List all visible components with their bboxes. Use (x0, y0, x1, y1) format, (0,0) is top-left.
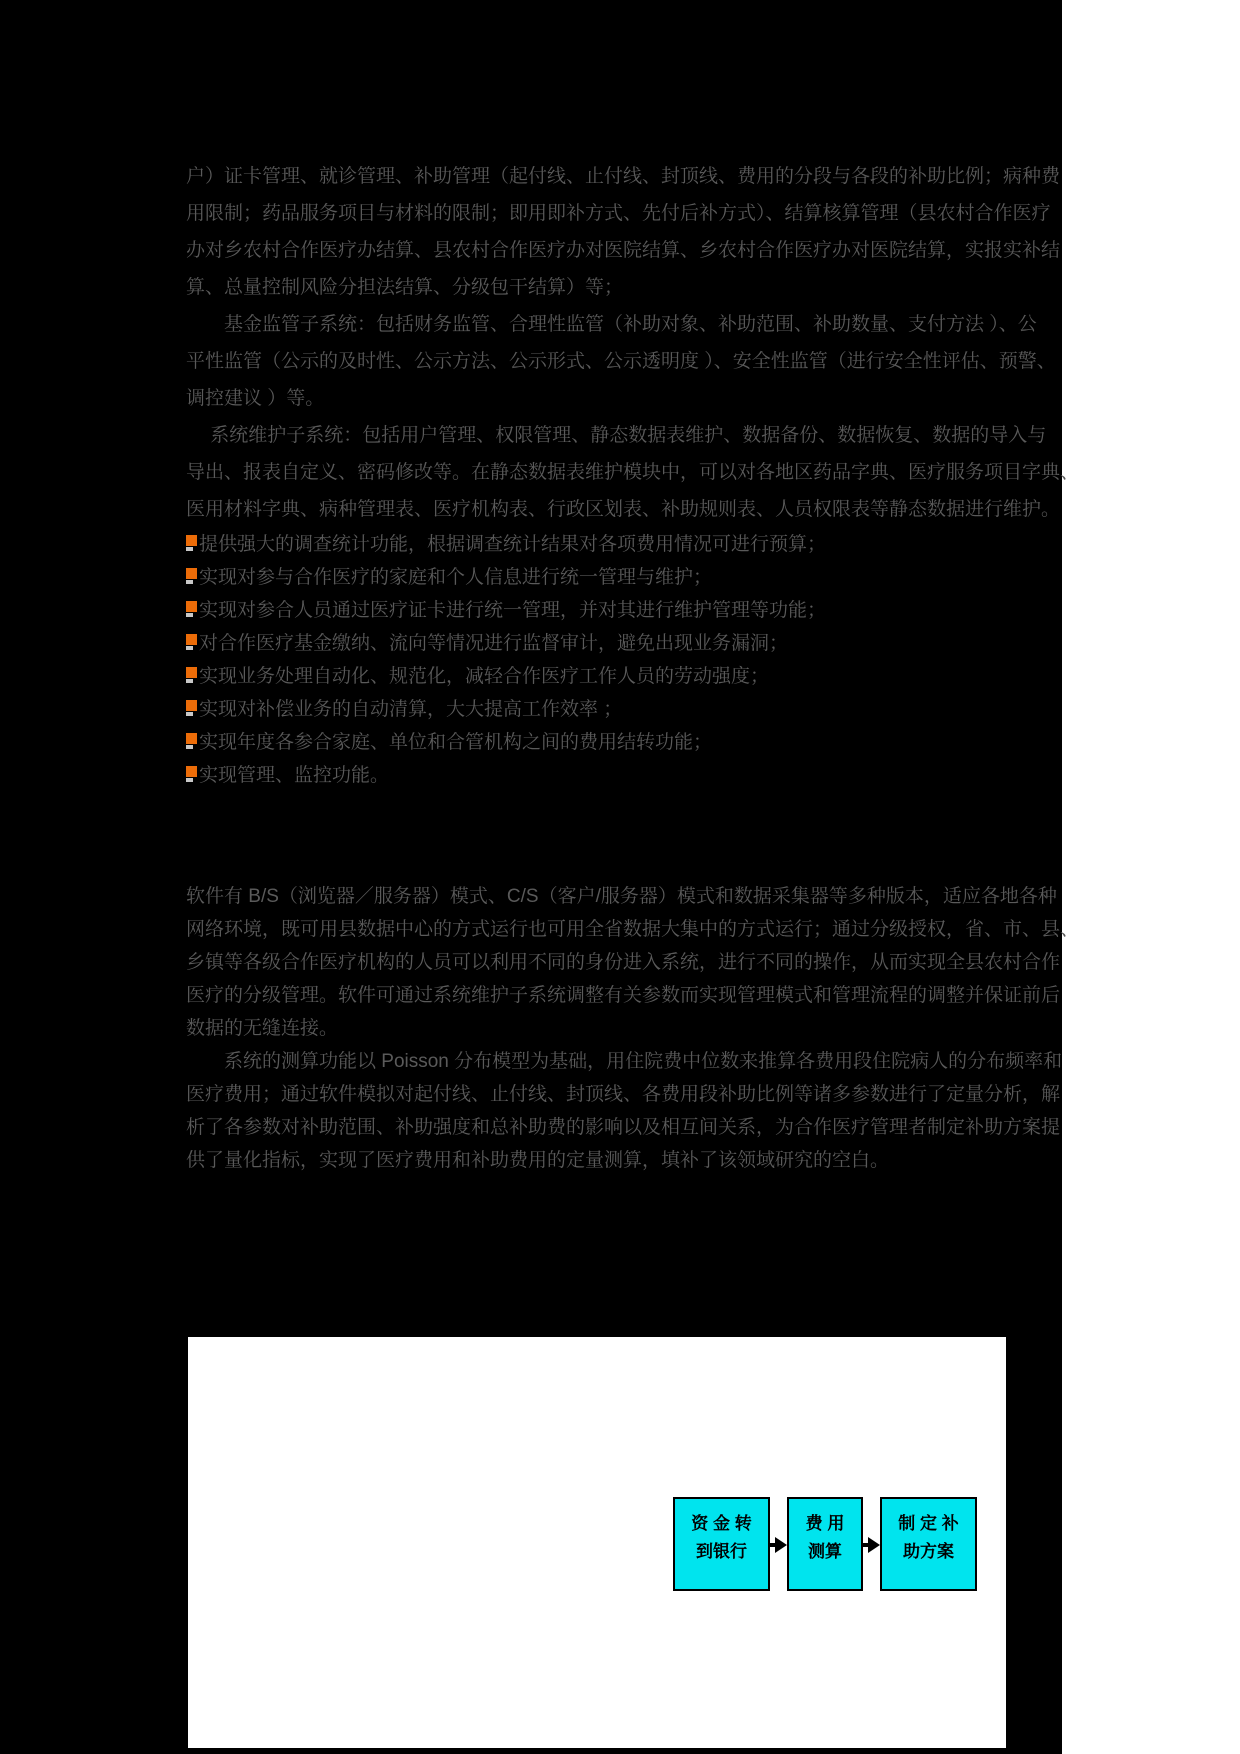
text-line: 算、总量控制风险分担法结算、分级包干结算）等； (186, 277, 624, 298)
text-line: 医用材料字典、病种管理表、医疗机构表、行政区划表、补助规则表、人员权限表等静态数据进行维护。 (186, 499, 1061, 520)
bullet-text: 提供强大的调查统计功能，根据调查统计结果对各项费用情况可进行预算； (199, 534, 827, 555)
bullet-square-icon (186, 634, 197, 650)
text-line: 析了各参数对补助范围、补助强度和总补助费的影响以及相互间关系，为合作医疗管理者制定补助方案提 (186, 1117, 1061, 1138)
figure-frame (186, 1335, 1008, 1750)
text-line: 乡镇等各级合作医疗机构的人员可以利用不同的身份进入系统，进行不同的操作，从而实现全县农村合作 (186, 952, 1061, 973)
paragraph (186, 417, 1080, 528)
bullet-text: 实现对参与合作医疗的家庭和个人信息进行统一管理与维护； (199, 567, 713, 588)
flow-box-line: 测算 (808, 1542, 842, 1561)
bullet-square-icon (186, 667, 197, 683)
text-line: 供了量化指标，实现了医疗费用和补助费用的定量测算，填补了该领域研究的空白。 (186, 1150, 890, 1171)
text-line: 调控建议 ）等。 (186, 388, 325, 409)
text-line: 系统的测算功能以 Poisson 分布模型为基础，用住院费中位数来推算各费用段住院病人的分布频率和 (186, 1051, 1063, 1072)
bullet-item (186, 592, 1068, 625)
bullet-item (186, 526, 1068, 559)
bullet-text: 对合作医疗基金缴纳、流向等情况进行监督审计，避免出现业务漏洞； (199, 633, 789, 654)
text-line: 系统维护子系统：包括用户管理、权限管理、静态数据表维护、数据备份、数据恢复、数据的导入与 (186, 425, 1047, 446)
paragraph (186, 880, 1080, 1045)
bullet-text: 实现对参合人员通过医疗证卡进行统一管理，并对其进行维护管理等功能； (199, 600, 827, 621)
flow-box-line: 费 用 (805, 1514, 845, 1533)
top-text-block (186, 158, 1080, 528)
paragraph (186, 306, 1068, 417)
feature-bullet-list (186, 526, 1068, 790)
bullet-square-icon (186, 535, 197, 551)
text-line: 医疗的分级管理。软件可通过系统维护子系统调整有关参数而实现管理模式和管理流程的调整并保证前后 (186, 985, 1061, 1006)
text-line: 导出、报表自定义、密码修改等。在静态数据表维护模块中，可以对各地区药品字典、医疗服务项目字典、 (186, 462, 1080, 483)
bullet-square-icon (186, 700, 197, 716)
flow-box-make-subsidy-plan (880, 1497, 977, 1591)
right-arrow-icon (862, 1537, 880, 1553)
text-line: 户）证卡管理、就诊管理、补助管理（起付线、止付线、封顶线、费用的分段与各段的补助比例；病种费 (186, 166, 1061, 187)
right-arrow-icon (769, 1537, 787, 1553)
text-line: 办对乡农村合作医疗办结算、县农村合作医疗办对医院结算、乡农村合作医疗办对医院结算，实报实补结 (186, 240, 1061, 261)
bullet-item (186, 691, 1068, 724)
bullet-item (186, 559, 1068, 592)
bullet-item (186, 625, 1068, 658)
flow-box-funds-to-bank (673, 1497, 770, 1591)
text-line: 软件有 B/S（浏览器／服务器）模式、C/S（客户/服务器）模式和数据采集器等多种版本，适应各地各种 (186, 886, 1057, 907)
flow-box-line: 资 金 转 (691, 1514, 752, 1533)
flow-box-fee-calculation (787, 1497, 863, 1591)
paragraph (186, 1045, 1068, 1177)
bullet-text: 实现对补偿业务的自动清算，大大提高工作效率 ； (199, 699, 623, 720)
bullet-square-icon (186, 568, 197, 584)
text-line: 基金监管子系统：包括财务监管、合理性监管（补助对象、补助范围、补助数量、支付方法 ）、公 (186, 314, 1037, 335)
text-line: 医疗费用；通过软件模拟对起付线、止付线、封顶线、各费用段补助比例等诸多参数进行了定量分析，解 (186, 1084, 1061, 1105)
bullet-item (186, 724, 1068, 757)
flow-box-line: 制 定 补 (898, 1514, 959, 1533)
text-line: 用限制；药品服务项目与材料的限制；即用即补方式、先付后补方式）、结算核算管理（县农村合作医疗 (186, 203, 1051, 224)
bullet-item (186, 658, 1068, 691)
bullet-square-icon (186, 733, 197, 749)
bullet-text: 实现管理、监控功能。 (199, 765, 390, 786)
text-line: 网络环境，既可用县数据中心的方式运行也可用全省数据大集中的方式运行；通过分级授权，省、市、县、 (186, 919, 1080, 940)
flow-box-line: 到银行 (696, 1542, 747, 1561)
bullet-square-icon (186, 766, 197, 782)
flow-box-line: 助方案 (903, 1542, 954, 1561)
paragraph (186, 158, 1068, 306)
text-line: 数据的无缝连接。 (186, 1018, 339, 1039)
text-line: 平性监管（公示的及时性、公示方法、公示形式、公示透明度 ）、安全性监管（进行安全性评估、预警、 (186, 351, 1056, 372)
bullet-text: 实现年度各参合家庭、单位和合管机构之间的费用结转功能； (199, 732, 713, 753)
bottom-text-block (186, 880, 1080, 1177)
bullet-square-icon (186, 601, 197, 617)
bullet-item (186, 757, 1068, 790)
bullet-text: 实现业务处理自动化、规范化，减轻合作医疗工作人员的劳动强度； (199, 666, 770, 687)
